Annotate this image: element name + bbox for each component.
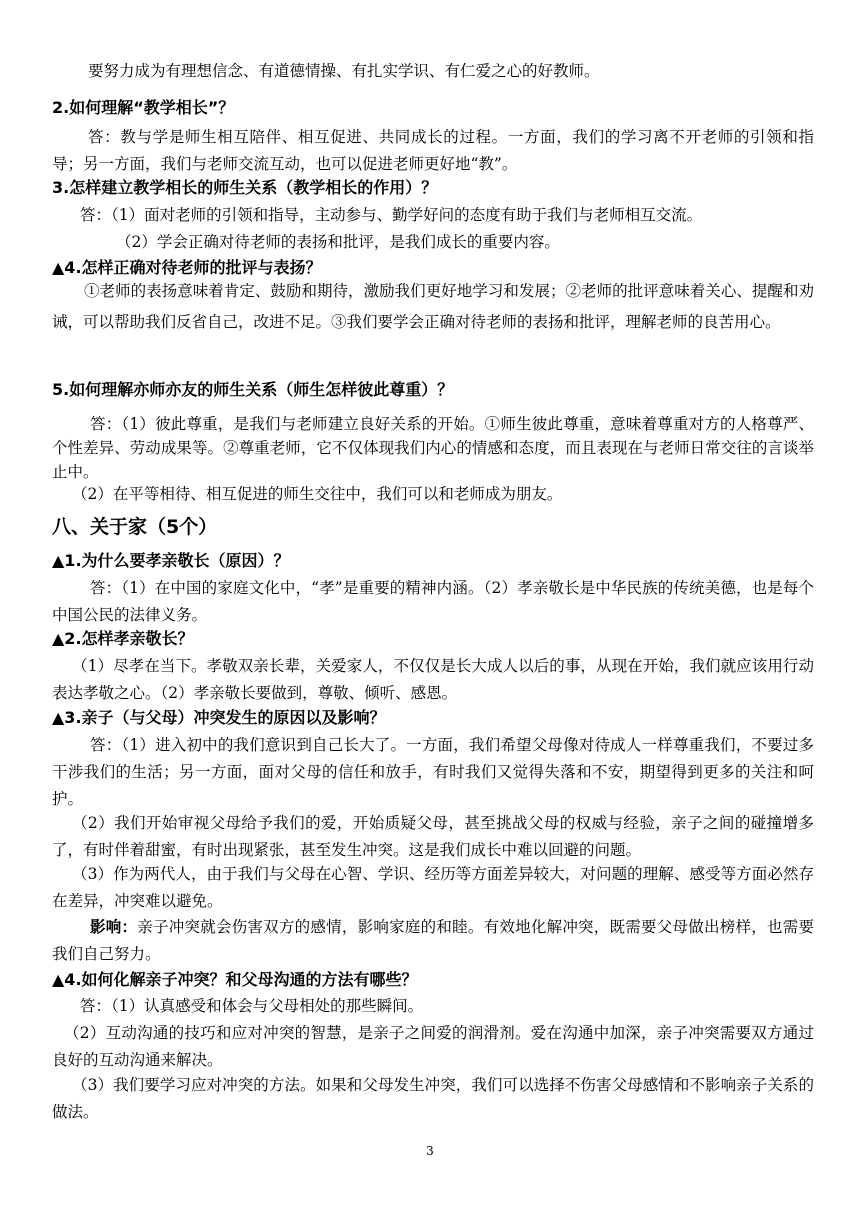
page-number: 3 bbox=[426, 1144, 434, 1158]
question-3-answer-1: 答：（1）面对老师的引领和指导，主动参与、勤学好问的态度有助于我们与老师相互交流。 bbox=[80, 206, 703, 224]
question-3-answer-2: （2）学会正确对待老师的表扬和批评，是我们成长的重要内容。 bbox=[116, 233, 560, 251]
question-2-answer: 答：教与学是师生相互陪伴、相互促进、共同成长的过程。一方面，我们的学习离不开老师的引领和指导；另一方面，我们与老师交流互动，也可以促进老师更好地“教”。 bbox=[52, 128, 814, 173]
section-8-question-4-answer-1: 答：（1）认真感受和体会与父母相处的那些瞬间。 bbox=[80, 997, 424, 1015]
section-8-question-2-answer: （1）尽孝在当下。孝敬双亲长辈，关爱家人，不仅仅是长大成人以后的事，从现在开始，我们就应该用行动表达孝敬之心。（2）孝亲敬长要做到，尊敬、倾听、感恩。 bbox=[52, 657, 814, 702]
section-8-question-3-answer-2: （2）我们开始审视父母给予我们的爱，开始质疑父母，甚至挑战父母的权威与经验，亲子之间的碰撞增多了，有时伴着甜蜜，有时出现紧张，甚至发生冲突。这是我们成长中难以回避的问题。 bbox=[52, 814, 814, 859]
effect-text: 亲子冲突就会伤害双方的感情，影响家庭的和睦。有效地化解冲突，既需要父母做出榜样，也需要我们自己努力。 bbox=[52, 918, 814, 963]
question-5-answer-2: （2）在平等相待、相互促进的师生交往中，我们可以和老师成为朋友。 bbox=[72, 485, 563, 503]
question-2-heading: 2.如何理解“教学相长”？ bbox=[52, 98, 235, 117]
question-4-answer: ①老师的表扬意味着肯定、鼓励和期待，激励我们更好地学习和发展；②老师的批评意味着关心、提醒和劝诫，可以帮助我们反省自己，改进不足。③我们要学会正确对待老师的表扬和批评，理解老师的良苦用心。 bbox=[52, 282, 814, 331]
question-3-heading: 3.怎样建立教学相长的师生关系（教学相长的作用）？ bbox=[52, 178, 438, 197]
section-8-question-3-heading: ▲3.亲子（与父母）冲突发生的原因以及影响？ bbox=[52, 708, 386, 727]
section-8-question-2-heading: ▲2.怎样孝亲敬长？ bbox=[52, 629, 194, 648]
question-4-heading: ▲4.怎样正确对待老师的批评与表扬？ bbox=[52, 258, 322, 277]
section-8-question-4-heading: ▲4.如何化解亲子冲突？和父母沟通的方法有哪些？ bbox=[52, 970, 418, 989]
section-8-question-4-answer-2: （2）互动沟通的技巧和应对冲突的智慧，是亲子之间爱的润滑剂。爱在沟通中加深，亲子冲突需要双方通过良好的互动沟通来解决。 bbox=[52, 1024, 814, 1069]
section-8-heading: 八、关于家（5个） bbox=[52, 516, 218, 538]
section-8-question-3-effect bbox=[52, 914, 814, 968]
section-8-question-1-answer: 答：（1）在中国的家庭文化中，“孝”是重要的精神内涵。（2）孝亲敬长是中华民族的传统美德，也是每个中国公民的法律义务。 bbox=[52, 579, 814, 624]
intro-paragraph: 要努力成为有理想信念、有道德情操、有扎实学识、有仁爱之心的好教师。 bbox=[88, 62, 600, 80]
question-5-answer-1: 答：（1）彼此尊重，是我们与老师建立良好关系的开始。①师生彼此尊重，意味着尊重对方的人格尊严、个性差异、劳动成果等。②尊重老师，它不仅体现我们内心的情感和态度，而且表现在与老师日常交往的言谈举止中。 bbox=[52, 415, 814, 481]
section-8-question-3-answer-3: （3）作为两代人，由于我们与父母在心智、学识、经历等方面差异较大，对问题的理解、感受等方面必然存在差异，冲突难以避免。 bbox=[52, 865, 814, 910]
section-8-question-4-answer-3: （3）我们要学习应对冲突的方法。如果和父母发生冲突，我们可以选择不伤害父母感情和不影响亲子关系的做法。 bbox=[52, 1076, 814, 1121]
section-8-question-1-heading: ▲1.为什么要孝亲敬长（原因）？ bbox=[52, 551, 290, 570]
question-5-heading: 5.如何理解亦师亦友的师生关系（师生怎样彼此尊重）？ bbox=[52, 380, 454, 399]
section-8-question-3-answer-1: 答：（1）进入初中的我们意识到自己长大了。一方面，我们希望父母像对待成人一样尊重我们，不要过多干涉我们的生活；另一方面，面对父母的信任和放手，有时我们又觉得失落和不安，期望得到更多的关注和呵护。 bbox=[52, 736, 814, 808]
effect-label: 影响： bbox=[90, 918, 138, 936]
